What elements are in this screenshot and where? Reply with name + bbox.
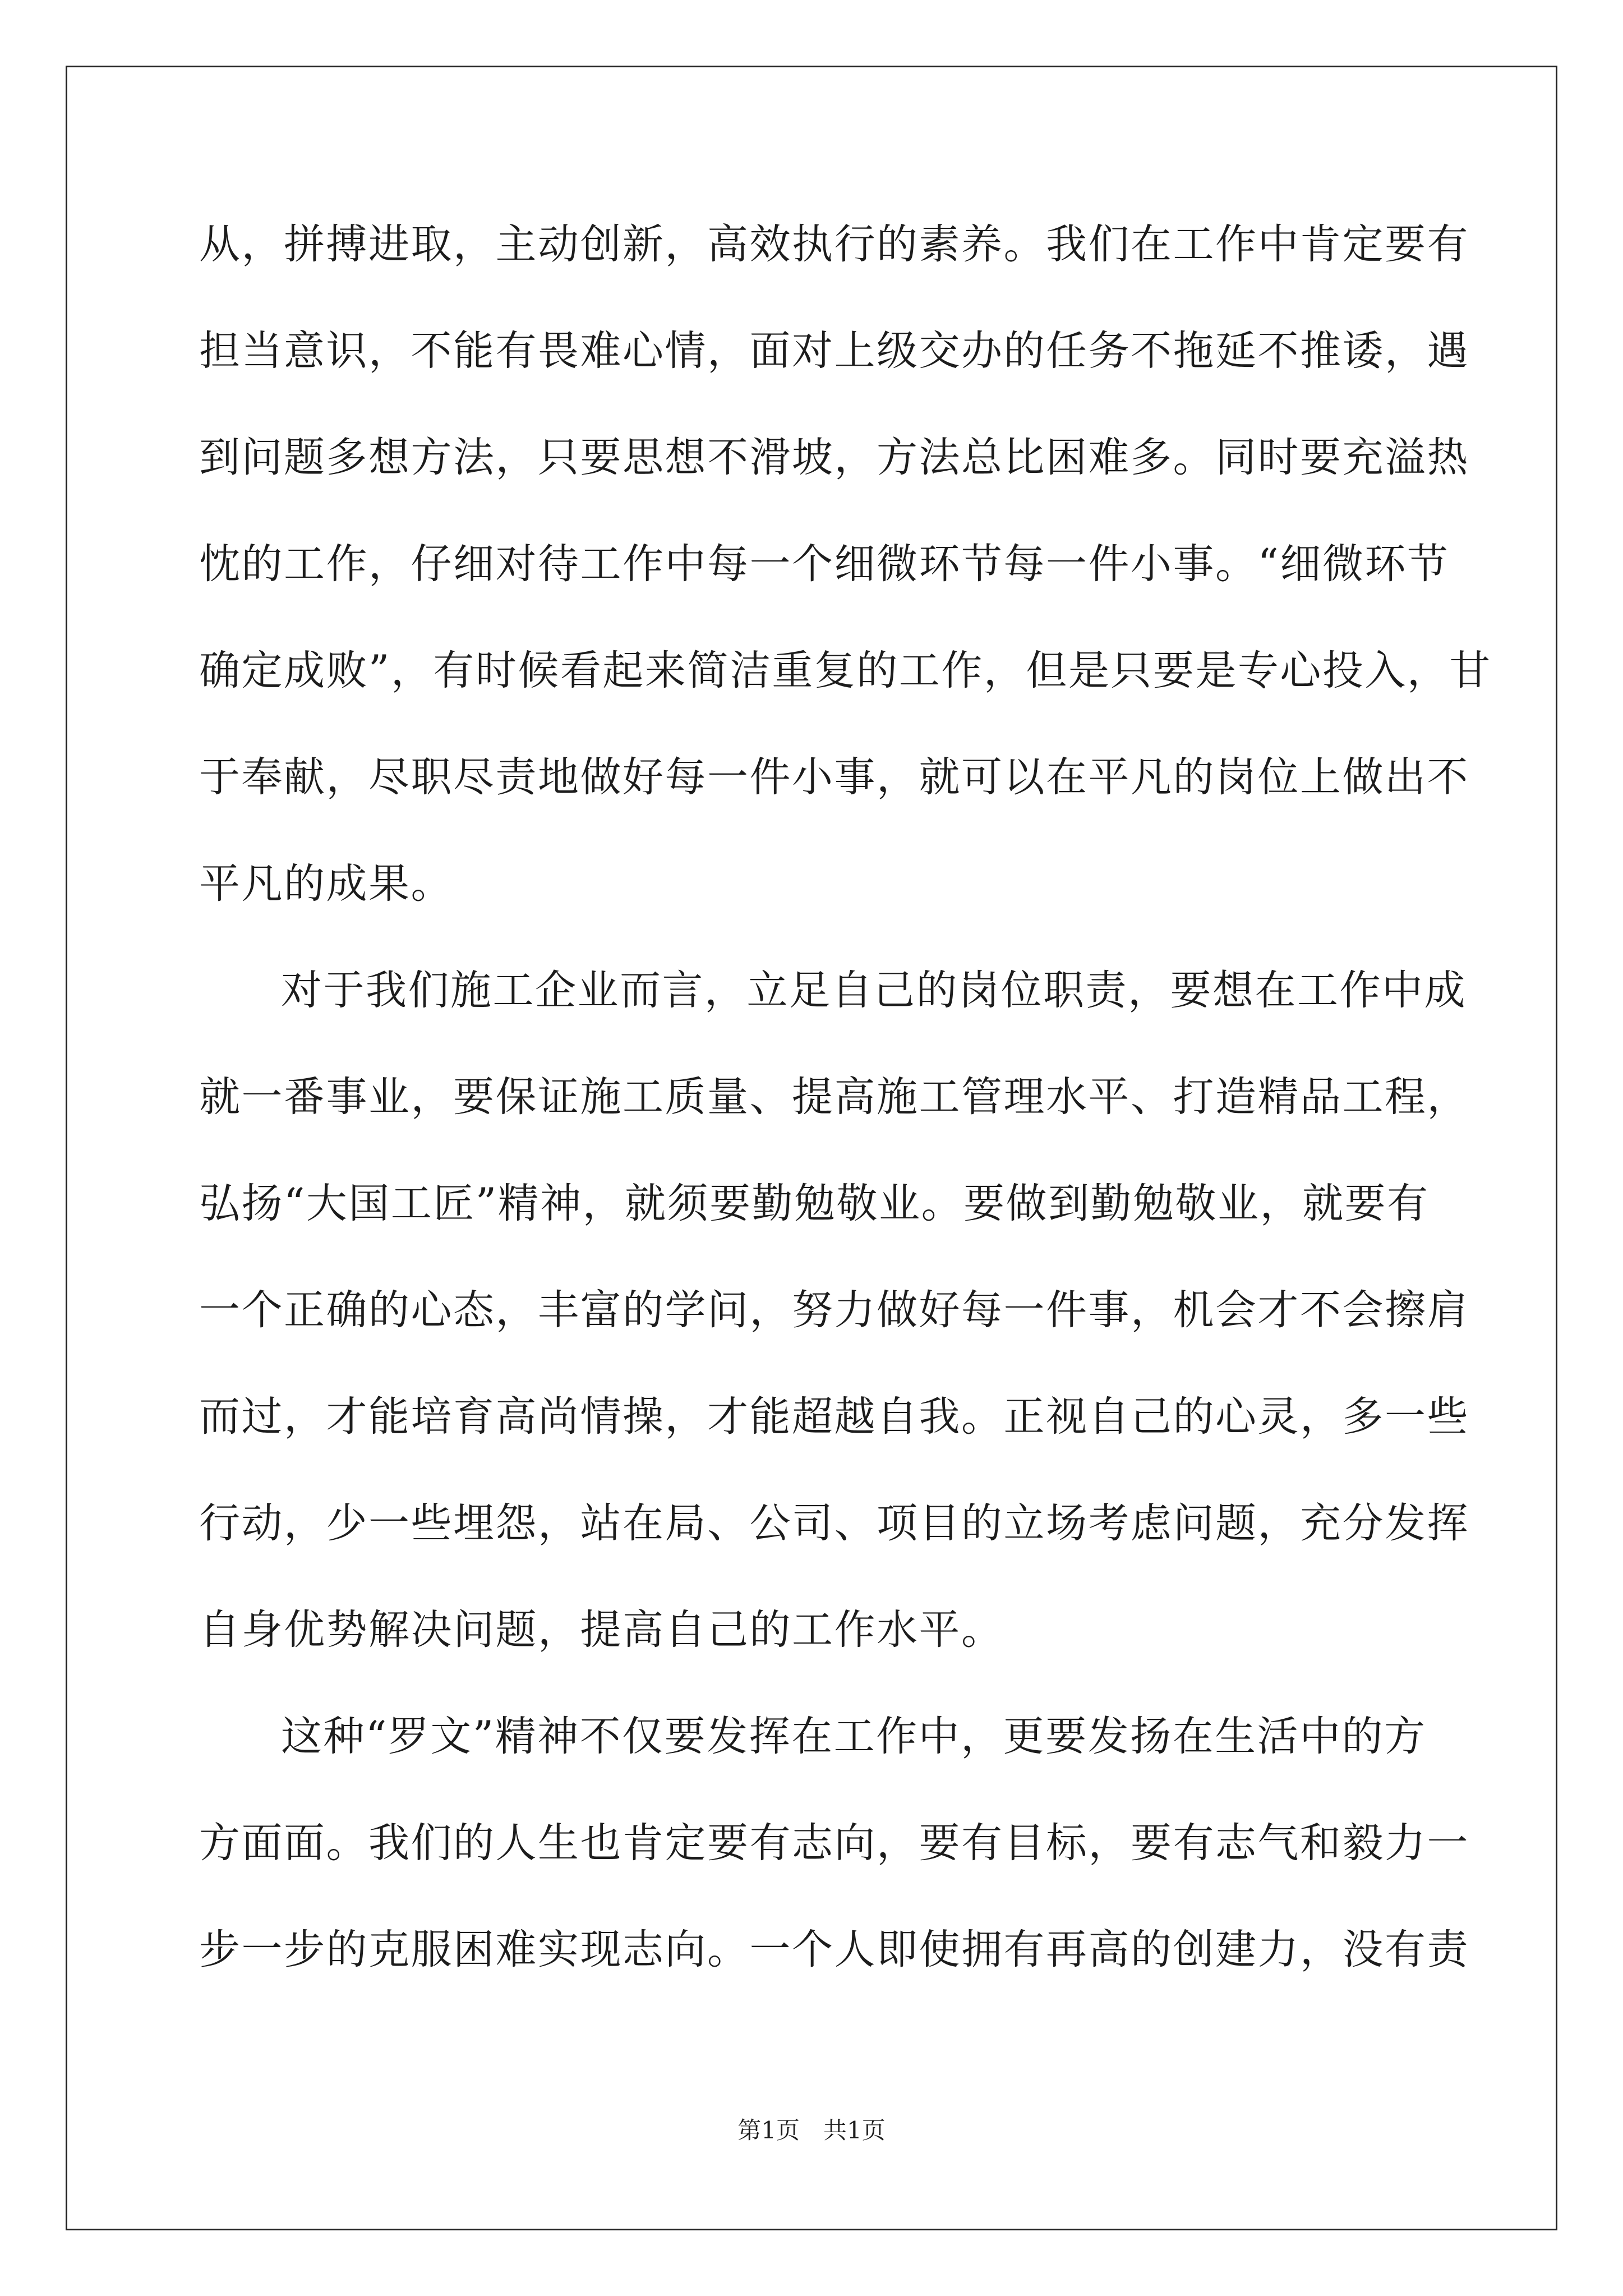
text-line: 忱的工作，仔细对待工作中每一个细微环节每一件小事。“细微环节 — [199, 540, 1450, 588]
document-body — [199, 218, 1492, 1976]
text-line: 于奉献，尽职尽责地做好每一件小事，就可以在平凡的岗位上做出不 — [199, 753, 1469, 801]
text-line: 到问题多想方法，只要思想不滑坡，方法总比困难多。同时要充溢热 — [199, 434, 1469, 481]
text-line: 确定成败”，有时候看起来简洁重复的工作，但是只要是专心投入，甘 — [199, 647, 1492, 694]
text-line: 从，拼搏进取，主动创新，高效执行的素养。我们在工作中肯定要有 — [199, 220, 1469, 268]
text-line: 平凡的成果。 — [199, 860, 453, 908]
text-line: 方面面。我们的人生也肯定要有志向，要有目标，要有志气和毅力一 — [199, 1819, 1469, 1867]
paragraph-first-line: 对于我们施工企业而言，立足自己的岗位职责，要想在工作中成 — [281, 967, 1467, 1014]
paragraph-first-line: 这种“罗文”精神不仅要发挥在工作中，更要发扬在生活中的方 — [281, 1713, 1427, 1760]
page-number-footer: 第1页 共1页 — [737, 2116, 886, 2144]
text-line: 而过，才能培育高尚情操，才能超越自我。正视自己的心灵，多一些 — [199, 1393, 1469, 1441]
text-line: 自身优势解决问题，提高自己的工作水平。 — [199, 1606, 1004, 1654]
text-line: 担当意识，不能有畏难心情，面对上级交办的任务不拖延不推诿，遇 — [199, 327, 1469, 375]
text-line: 就一番事业，要保证施工质量、提高施工管理水平、打造精品工程， — [199, 1073, 1469, 1121]
text-line: 步一步的克服困难实现志向。一个人即使拥有再高的创建力，没有责 — [199, 1926, 1469, 1973]
text-line: 弘扬“大国工匠”精神，就须要勤勉敬业。要做到勤勉敬业，就要有 — [199, 1180, 1430, 1227]
text-line: 行动，少一些埋怨，站在局、公司、项目的立场考虑问题，充分发挥 — [199, 1499, 1469, 1547]
text-line: 一个正确的心态，丰富的学问，努力做好每一件事，机会才不会擦肩 — [199, 1286, 1469, 1334]
